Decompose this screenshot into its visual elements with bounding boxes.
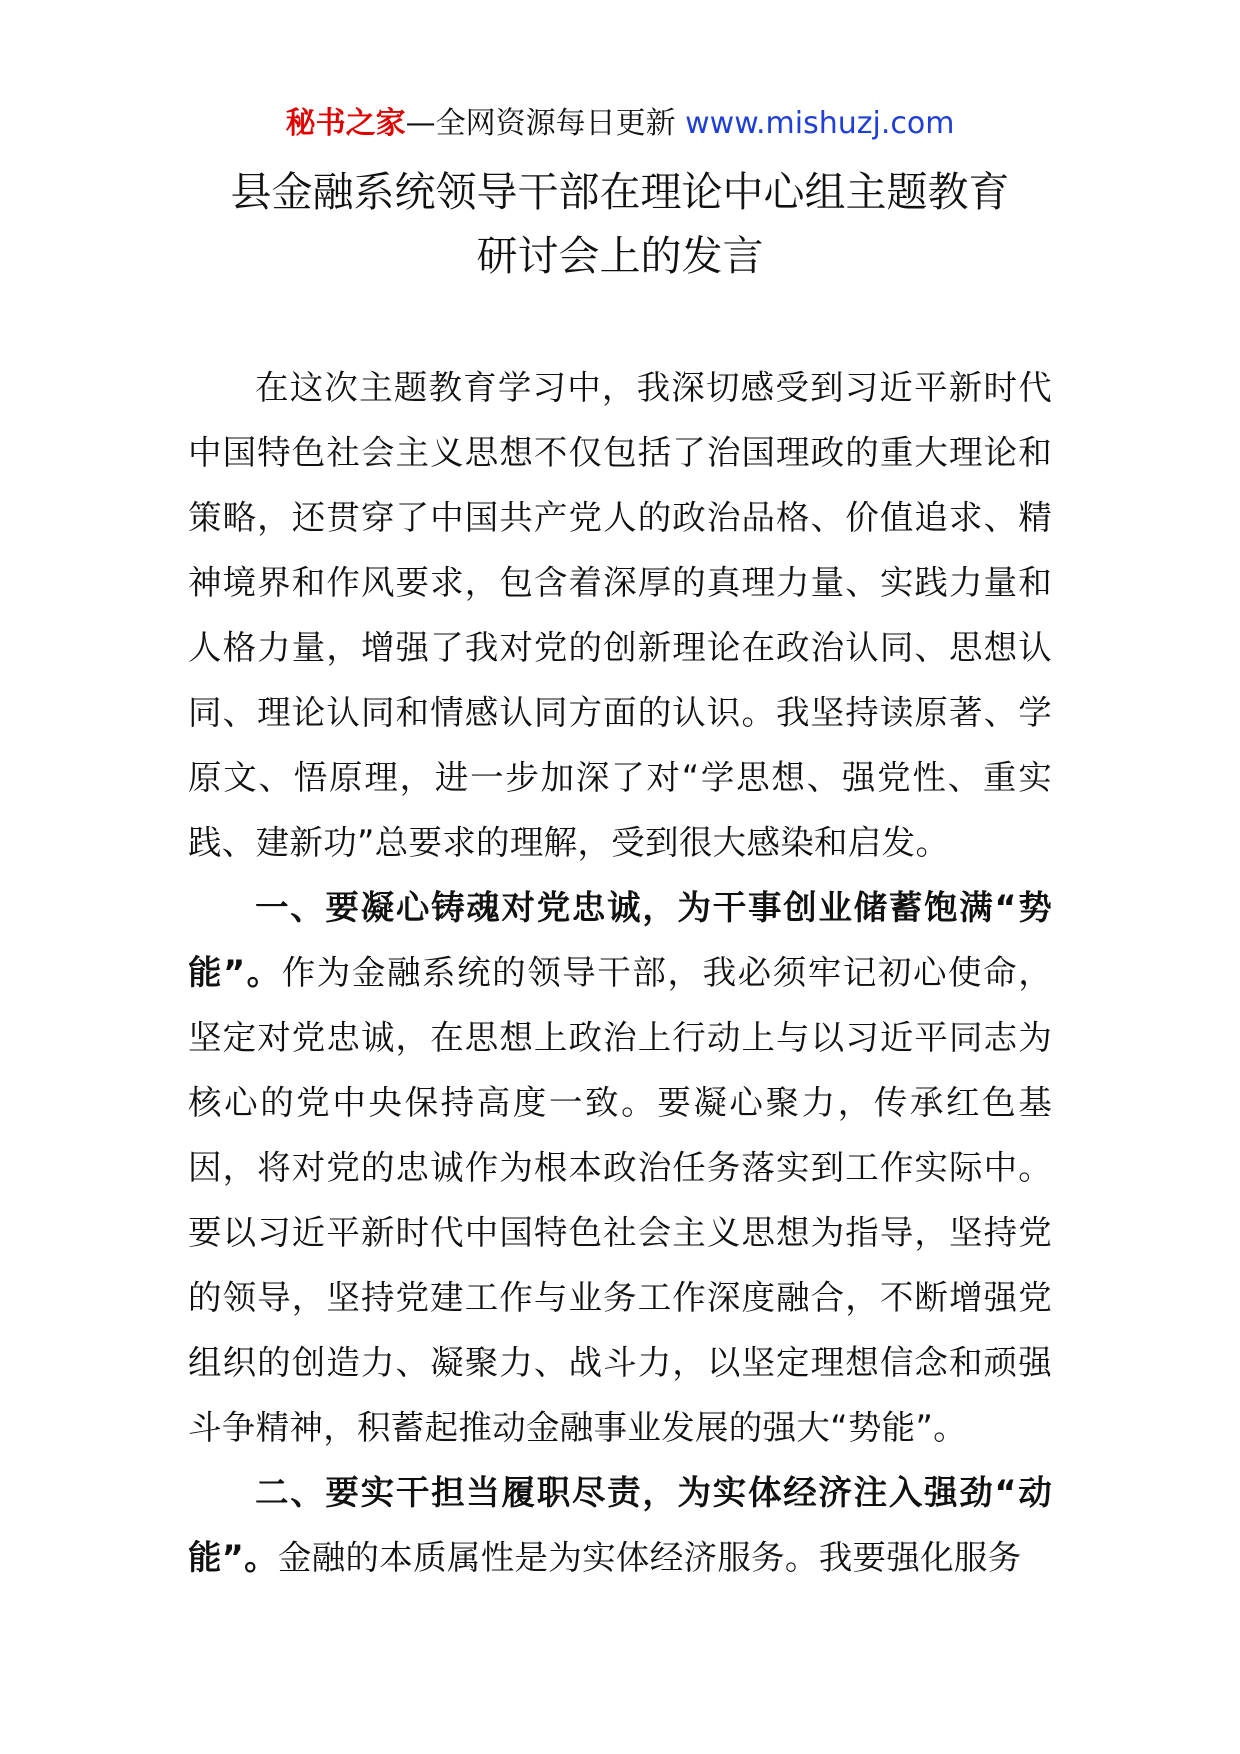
section-1-heading: 一、要凝心铸魂对党忠诚，为干事创业储蓄饱满“势能”。 bbox=[188, 888, 1052, 992]
document-title-line-1: 县金融系统领导干部在理论中心组主题教育 bbox=[230, 168, 1010, 216]
document-title bbox=[0, 160, 1240, 288]
paragraph-intro: 在这次主题教育学习中，我深切感受到习近平新时代中国特色社会主义思想不仅包括了治国理政的重大理论和策略，还贯穿了中国共产党人的政治品格、价值追求、精神境界和作风要求，包含着深厚的真理力量、实践力量和人格力量，增强了我对党的创新理论在政治认同、思想认同、理论认同和情感认同方面的认识。我坚持读原著、学原文、悟原理，进一步加深了对“学思想、强党性、重实践、建新功”总要求的理解，受到很大感染和启发。 bbox=[188, 368, 1052, 862]
document-title-line-2: 研讨会上的发言 bbox=[476, 232, 764, 280]
section-2-text: 金融的本质属性是为实体经济服务。我要强化服务 bbox=[277, 1538, 1022, 1577]
site-url-link[interactable]: www.mishuzj.com bbox=[685, 106, 955, 141]
document-body bbox=[188, 355, 1052, 1590]
site-tagline: —全网资源每日更新 bbox=[405, 106, 686, 141]
section-1-text: 作为金融系统的领导干部，我必须牢记初心使命，坚定对党忠诚，在思想上政治上行动上与以习近平同志为核心的党中央保持高度一致。要凝心聚力，传承红色基因，将对党的忠诚作为根本政治任务落实到工作实际中。要以习近平新时代中国特色社会主义思想为指导，坚持党的领导，坚持党建工作与业务工作深度融合，不断增强党组织的创造力、凝聚力、战斗力，以坚定理想信念和顽强斗争精神，积蓄起推动金融事业发展的强大“势能”。 bbox=[188, 953, 1052, 1447]
paragraph-section-1 bbox=[188, 875, 1052, 1460]
section-2-heading: 二、要实干担当履职尽责，为实体经济注入强劲“动能”。 bbox=[188, 1473, 1052, 1577]
paragraph-section-2 bbox=[188, 1460, 1052, 1590]
site-header bbox=[0, 100, 1240, 148]
site-brand: 秘书之家 bbox=[285, 106, 406, 141]
